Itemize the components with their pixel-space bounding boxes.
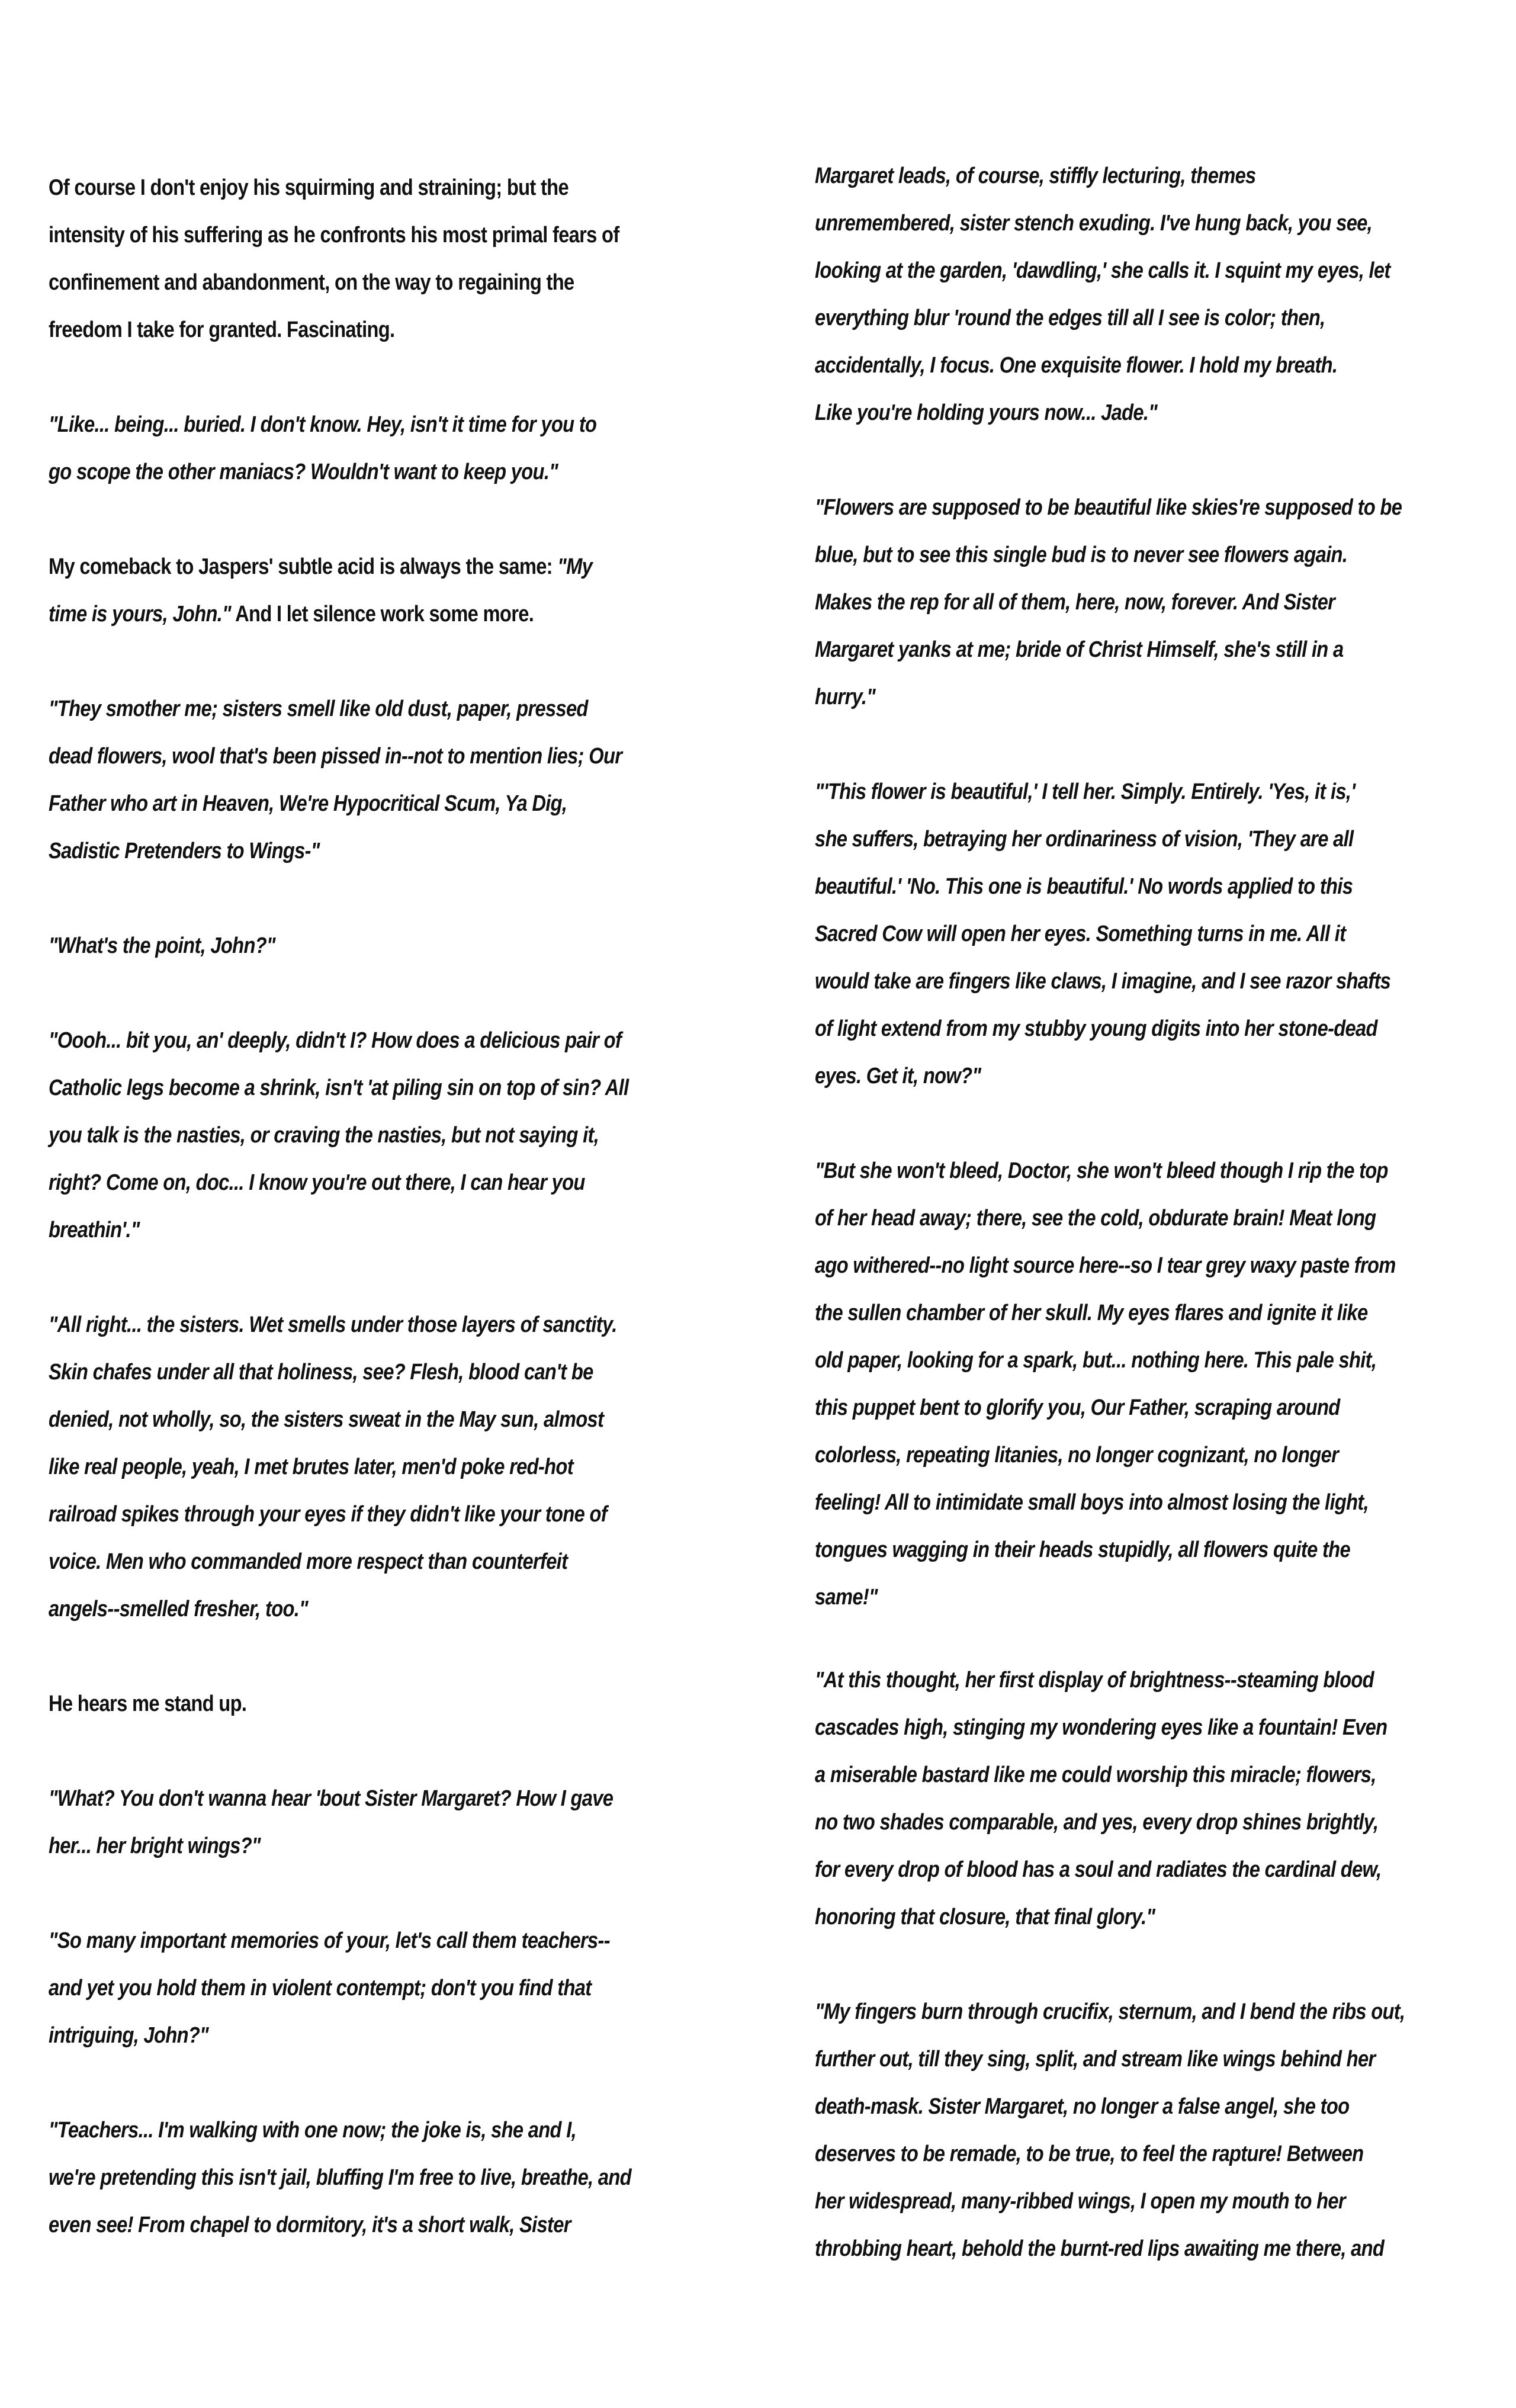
paragraph-dialogue-flowers: "Flowers are supposed to be beautiful like skies're supposed to be blue, but to see this single bud is to never see flowers again. Makes the rep for all of them, here, now, forever. And Sister Margaret yanks at me; bride of Christ Himself, she's still in a hurry." [815, 495, 1402, 709]
paragraph-dialogue-wings: "My fingers burn through crucifix, sternum, and I bend the ribs out, further out, till they sing, split, and stream like wings behind her death-mask. Sister Margaret, no longer a false angel, she too deserves to be remade, to be true, to feel the rapture! Between her widespread, many-ribbed wings, I open my mouth to her throbbing heart, behold the burnt-red lips awaiting me there, and [815, 1999, 1405, 2261]
comeback-text-start: My comeback to Jaspers' subtle acid is always the same: [49, 554, 558, 579]
right-column [815, 0, 1472, 2408]
paragraph-dialogue-teachers-question: "So many important memories of your, let's call them teachers-- and yet you hold them in violent contempt; don't you find that intriguing, John?" [49, 1928, 610, 2048]
paragraph-dialogue-garden: Margaret leads, of course, stiffly lecturing, themes unremembered, sister stench exuding. I've hung back, you see, looking at the garden, 'dawdling,' she calls it. I squint my eyes, let everything blur 'round the edges till all I see is color; then, accidentally, I focus. One exquisite flower. I hold my breath. Like you're holding yours now... Jade." [815, 163, 1390, 425]
paragraph-dialogue-smother: "They smother me; sisters smell like old dust, paper, pressed dead flowers, wool that's been pissed in--not to mention lies; Our Father who art in Heaven, We're Hypocritical Scum, Ya Dig, Sadistic Pretenders to Wings-" [49, 696, 622, 863]
paragraph-dialogue-sisters: "All right... the sisters. Wet smells under those layers of sanctity. Skin chafes under all that holiness, see? Flesh, blood can't be denied, not wholly, so, the sisters sweat in the May sun, almost like real people, yeah, I met brutes later, men'd poke red-hot railroad spikes through your eyes if they didn't like your tone of voice. Men who commanded more respect than counterfeit angels--smelled fresher, too." [49, 1312, 617, 1622]
paragraph-dialogue-margaret: "What? You don't wanna hear 'bout Sister Margaret? How I gave her... her bright wings?" [49, 1786, 614, 1858]
paragraph-dialogue-teachers: "Teachers... I'm walking with one now; the joke is, she and I, we're pretending this isn't jail, bluffing I'm free to live, breathe, and even see! From chapel to dormitory, it's a short walk, Sister [49, 2118, 631, 2237]
comeback-quote-start: "My [557, 554, 593, 579]
paragraph-dialogue-point: "What's the point, John?" [49, 933, 275, 958]
paragraph-dialogue-bit-you: "Oooh... bit you, an' deeply, didn't I? How does a delicious pair of Catholic legs become a shrink, isn't 'at piling sin on top of sin? All you talk is the nasties, or craving the nasties, but not saying it, right? Come on, doc... I know you're out there, I can hear you breathin'." [49, 1028, 629, 1242]
comeback-quote-end: time is yours, John." [49, 602, 231, 627]
paragraph-dialogue-brightness: "At this thought, her first display of brightness--steaming blood cascades high, stinging my wondering eyes like a fountain! Even a miserable bastard like me could worship this miracle; flowers, no two shades comparable, and yes, every drop shines brightly, for every drop of blood has a soul and radiates the cardinal dew, honoring that closure, that final glory." [815, 1668, 1387, 1929]
paragraph-dialogue-beautiful: "'This flower is beautiful,' I tell her. Simply. Entirely. 'Yes, it is,' she suffers, betraying her ordinariness of vision, 'They are all beautiful.' 'No. This one is beautiful.' No words applied to this Sacred Cow will open her eyes. Something turns in me. All it would take are fingers like claws, I imagine, and I see razor shafts of light extend from my stubby young digits into her stone-dead eyes. Get it, now?" [815, 779, 1391, 1089]
paragraph-dialogue-bleed: "But she won't bleed, Doctor, she won't bleed though I rip the top of her head away; there, see the cold, obdurate brain! Meat long ago withered--no light source here--so I tear grey waxy paste from the sullen chamber of her skull. My eyes flares and ignite it like old paper, looking for a spark, but... nothing here. This pale shit, this puppet bent to glorify you, Our Father, scraping around colorless, repeating litanies, no longer cognizant, no longer feeling! All to intimidate small boys into almost losing the light, tongues wagging in their heads stupidly, all flowers quite the same!" [815, 1158, 1396, 1610]
paragraph-comeback [49, 543, 710, 638]
comeback-text-end: And I let silence work some more. [230, 602, 534, 627]
paragraph-narration-1: Of course I don't enjoy his squirming and straining; but the intensity of his suffering as he confronts his most primal fears of confinement and abandonment, on the way to regaining the freedom I take for granted. Fascinating. [49, 175, 619, 342]
left-column [49, 0, 712, 2408]
paragraph-dialogue-buried: "Like... being... buried. I don't know. Hey, isn't it time for you to go scope the other maniacs? Wouldn't want to keep you." [49, 412, 597, 484]
paragraph-narration-stand-up: He hears me stand up. [49, 1691, 247, 1716]
